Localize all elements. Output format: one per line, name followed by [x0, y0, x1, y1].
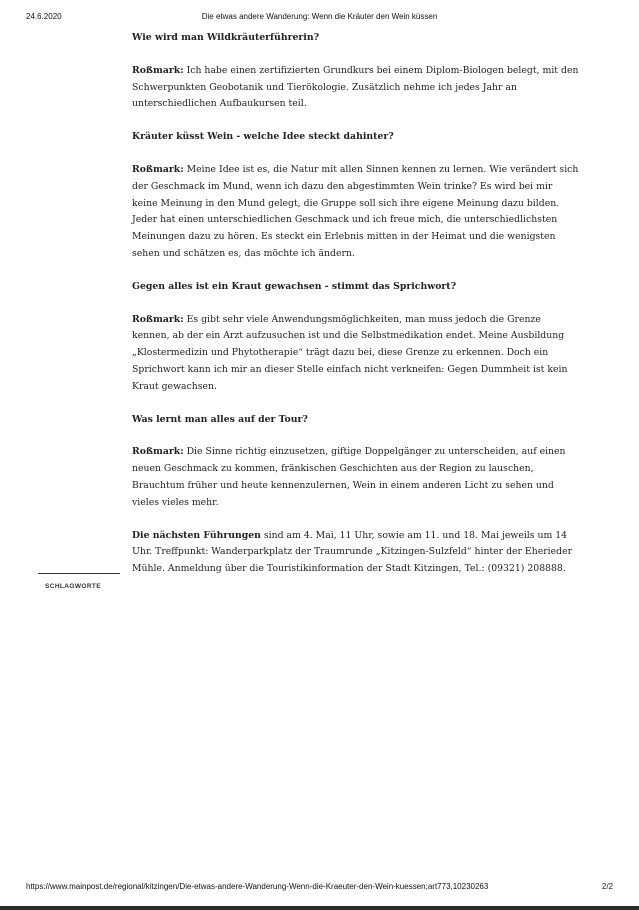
question-heading: Gegen alles ist ein Kraut gewachsen - stimmt das Sprichwort?: [132, 280, 457, 292]
answer-text: Ich habe einen zertifizierten Grundkurs bei einem Diplom-Biologen belegt, mit den Schwerpunkten Geobotanik und Tierökologie. Zusätzlich nehme ich jedes Jahr an unterschiedlichen Aufbaukursen teil.: [132, 64, 579, 110]
speaker-name: Roßmark:: [132, 313, 184, 325]
page-number: 2/2: [601, 882, 613, 891]
answer-text: Meine Idee ist es, die Natur mit allen Sinnen kennen zu lernen. Wie verändert sich der Geschmack im Mund, wenn ich dazu den abgestimmten Wein trinke? Es wird bei mir keine Meinung in den Mund gelegt, die Gruppe soll sich ihre eigene Meinung dazu bilden. Jeder hat einen unterschiedlichen Geschmack und ich freue mich, die unterschiedlichsten Meinungen dazu zu hören. Es steckt ein Erlebnis mitten in der Heimat und die wenigsten sehen und schätzen es, das möchte ich ändern.: [132, 163, 579, 259]
closing-text: sind am 4. Mai, 11 Uhr, sowie am 11. und 18. Mai jeweils um 14 Uhr. Treffpunkt: Wanderparkplatz der Traumrunde „Kitzingen-Sulzfeld“ hinter der Eherieder Mühle. Anmeldung über die Touristikinformation der Stadt Kitzingen, Tel.: (09321) 208888.: [132, 529, 573, 575]
bottom-rule: [0, 906, 639, 910]
print-date: 24.6.2020: [26, 12, 62, 21]
speaker-name: Roßmark:: [132, 163, 184, 175]
answer-paragraph: [132, 444, 580, 511]
speaker-name: Roßmark:: [132, 446, 184, 458]
answer-paragraph: [132, 312, 580, 396]
closing-paragraph: [132, 528, 580, 578]
closing-lead: Die nächsten Führungen: [132, 529, 261, 541]
question-heading: Wie wird man Wildkräuterführerin?: [132, 32, 320, 43]
print-url: https://www.mainpost.de/regional/kitzingen/Die-etwas-andere-Wanderung-Wenn-die-Kraeuter-den-Wein-kuessen;art773,10230263: [26, 882, 489, 891]
question-heading: Kräuter küsst Wein - welche Idee steckt dahinter?: [132, 131, 394, 143]
answer-text: Es gibt sehr viele Anwendungsmöglichkeiten, man muss jedoch die Grenze kennen, ab der ein Arzt aufzusuchen ist und die Selbstmedikation endet. Meine Ausbildung „Klostermedizin und Phytotherapie“ trägt dazu bei, diese Grenze zu erkennen. Doch ein Sprichwort kann ich mir an dieser Stelle einfach nicht verkneifen: Gegen Dummheit ist kein Kraut gewachsen.: [132, 313, 568, 392]
article-body: [132, 30, 580, 578]
print-header: [0, 12, 639, 26]
speaker-name: Roßmark:: [132, 64, 184, 76]
print-footer: [0, 882, 639, 896]
tags-label: SCHLAGWORTE: [45, 583, 102, 590]
tags-divider: [38, 573, 120, 574]
answer-paragraph: [132, 63, 580, 113]
print-title: Die etwas andere Wanderung: Wenn die Kräuter den Wein küssen: [201, 12, 438, 21]
answer-paragraph: [132, 162, 580, 263]
answer-text: Die Sinne richtig einzusetzen, giftige Doppelgänger zu unterscheiden, auf einen neuen Geschmack zu kommen, fränkischen Geschichten aus der Region zu lauschen, Brauchtum früher und heute kennenzulernen, Wein in einem anderen Licht zu sehen und vieles vieles mehr.: [132, 446, 566, 508]
question-heading: Was lernt man alles auf der Tour?: [132, 413, 308, 425]
